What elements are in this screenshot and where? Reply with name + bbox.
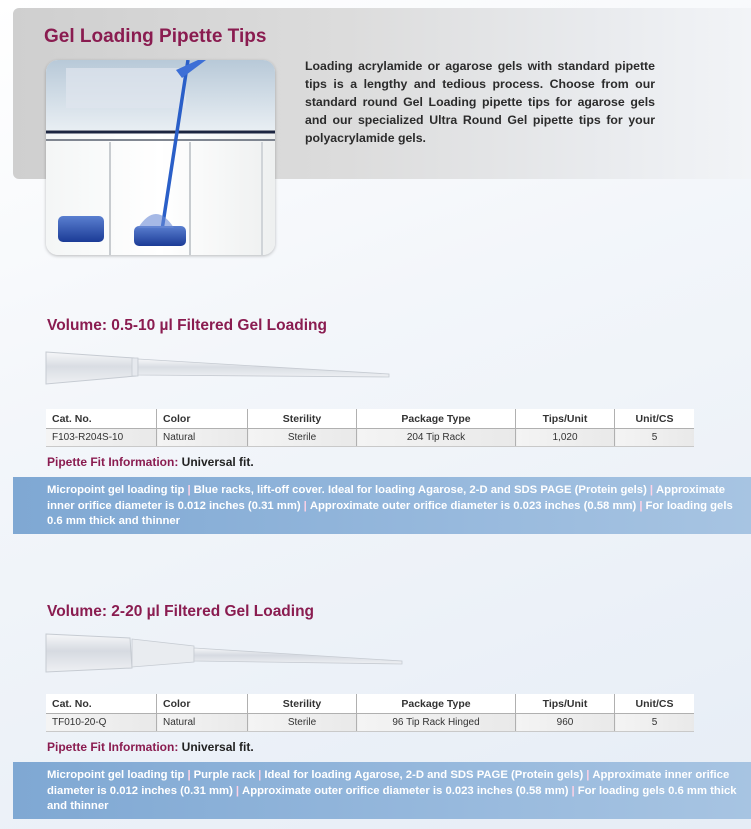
col-sterility: Sterility bbox=[248, 694, 357, 714]
fit-label: Pipette Fit Information: bbox=[47, 740, 179, 754]
col-color: Color bbox=[157, 694, 248, 714]
feature-item: Approximate outer orifice diameter is 0.023 inches (0.58 mm) bbox=[309, 499, 637, 512]
table-row bbox=[46, 429, 694, 447]
product-2-title: Volume: 2-20 µl Filtered Gel Loading bbox=[47, 603, 315, 620]
product-2-spec-table bbox=[46, 694, 694, 732]
product-2-fit-info bbox=[47, 740, 254, 754]
col-package-type: Package Type bbox=[357, 694, 516, 714]
col-unit-cs: Unit/CS bbox=[615, 694, 695, 714]
feature-item: Blue racks, lift-off cover. Ideal for loading Agarose, 2-D and SDS PAGE (Protein gels) bbox=[193, 484, 647, 496]
table-header-row bbox=[46, 694, 694, 714]
pipette-tip-icon bbox=[44, 348, 394, 390]
cell-package-type: 96 Tip Rack Hinged bbox=[357, 714, 516, 732]
cell-unit-cs: 5 bbox=[615, 429, 695, 447]
cell-unit-cs: 5 bbox=[615, 714, 695, 732]
cell-sterility: Sterile bbox=[248, 429, 357, 447]
fit-value: Universal fit. bbox=[181, 455, 254, 469]
pipette-tip-icon bbox=[44, 632, 406, 674]
gel-illustration bbox=[46, 60, 275, 255]
feature-item: Micropoint gel loading tip bbox=[47, 484, 185, 496]
col-sterility: Sterility bbox=[248, 409, 357, 429]
cell-sterility: Sterile bbox=[248, 714, 357, 732]
page-title: Gel Loading Pipette Tips bbox=[44, 26, 267, 47]
feature-item: Micropoint gel loading tip bbox=[47, 769, 185, 781]
cell-cat-no: TF010-20-Q bbox=[46, 714, 157, 732]
cell-tips-unit: 1,020 bbox=[516, 429, 615, 447]
intro-paragraph: Loading acrylamide or agarose gels with standard pipette tips is a lengthy and tedious process. Choose from our standard round Gel Loading pipette tips for agarose gels and our specialized Ultra Round Gel pipette tips for your polyacrylamide gels. bbox=[305, 59, 655, 145]
col-unit-cs: Unit/CS bbox=[615, 409, 695, 429]
col-cat-no: Cat. No. bbox=[46, 409, 157, 429]
col-tips-unit: Tips/Unit bbox=[516, 409, 615, 429]
product-1-spec-table bbox=[46, 409, 694, 447]
feature-item: Purple rack bbox=[193, 769, 256, 781]
cell-color: Natural bbox=[157, 429, 248, 447]
col-tips-unit: Tips/Unit bbox=[516, 694, 615, 714]
feature-item: For loading gels 0.6 mm thick and thinner bbox=[47, 499, 733, 527]
product-2-feature-band: Micropoint gel loading tip | Purple rack | Ideal for loading Agarose, 2-D and SDS PAGE (Protein gels) | Approximate inner orifice diameter is 0.012 inches (0.31 mm) | Approximate outer orifice diameter is 0.023 inches (0.58 mm) | For loading gels 0.6 mm thick and thinner bbox=[13, 762, 751, 819]
gel-loading-photo bbox=[46, 60, 275, 255]
feature-item: Approximate inner orifice diameter is 0.012 inches (0.31 mm) bbox=[47, 484, 726, 512]
col-cat-no: Cat. No. bbox=[46, 694, 157, 714]
feature-item: Ideal for loading Agarose, 2-D and SDS PAGE (Protein gels) bbox=[264, 769, 584, 781]
feature-item: For loading gels 0.6 mm thick and thinner bbox=[47, 784, 737, 812]
product-1-title: Volume: 0.5-10 µl Filtered Gel Loading bbox=[47, 317, 327, 334]
product-1-fit-info bbox=[47, 455, 254, 469]
col-color: Color bbox=[157, 409, 248, 429]
fit-label: Pipette Fit Information: bbox=[47, 455, 179, 469]
table-header-row bbox=[46, 409, 694, 429]
feature-item: Approximate outer orifice diameter is 0.023 inches (0.58 mm) bbox=[242, 784, 569, 797]
product-1-feature-band: Micropoint gel loading tip | Blue racks, lift-off cover. Ideal for loading Agarose, 2-D and SDS PAGE (Protein gels) | Approximate inner orifice diameter is 0.012 inches (0.31 mm) | Approximate outer orifice diameter is 0.023 inches (0.58 mm) | For loading gels 0.6 mm thick and thinner bbox=[13, 477, 751, 534]
fit-value: Universal fit. bbox=[181, 740, 254, 754]
cell-tips-unit: 960 bbox=[516, 714, 615, 732]
col-package-type: Package Type bbox=[357, 409, 516, 429]
cell-cat-no: F103-R204S-10 bbox=[46, 429, 157, 447]
cell-package-type: 204 Tip Rack bbox=[357, 429, 516, 447]
cell-color: Natural bbox=[157, 714, 248, 732]
feature-item: Approximate inner orifice diameter is 0.012 inches (0.31 mm) bbox=[47, 769, 730, 797]
table-row bbox=[46, 714, 694, 732]
